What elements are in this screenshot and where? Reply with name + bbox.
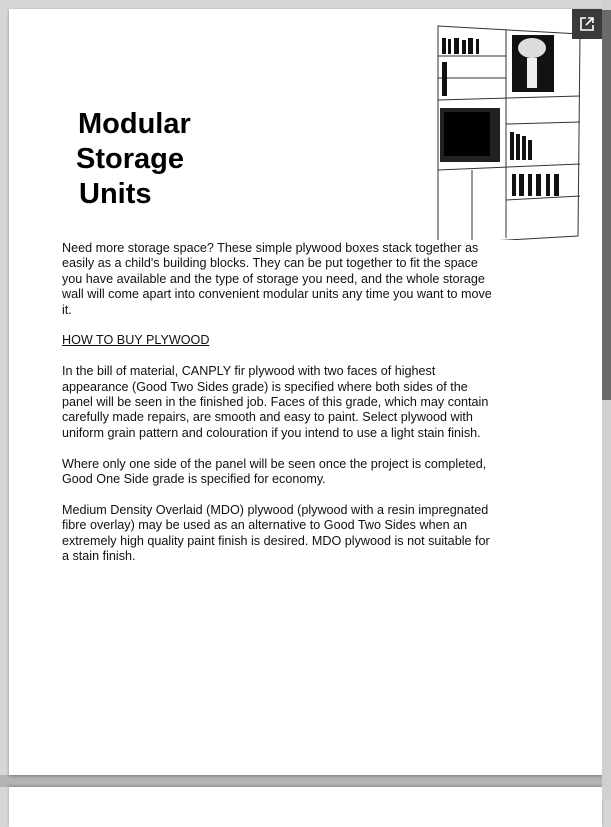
storage-units-illustration [432,20,582,240]
scrollbar-thumb[interactable] [602,10,611,400]
paragraph: Where only one side of the panel will be seen once the project is completed, Good One Side grade is specified for economy. [62,456,487,487]
title-line: Modular [78,108,191,140]
page-title [78,107,191,212]
paragraph: Medium Density Overlaid (MDO) plywood (plywood with a resin impregnated fibre overlay) may be used as an alternative to Good Two Sides when an extremely high quality paint finish is desired. MDO plywood is not suitable for a stain finish. [62,502,490,564]
section-heading: HOW TO BUY PLYWOOD [62,333,210,348]
pdf-page [9,9,602,775]
intro-paragraph: Need more storage space? These simple plywood boxes stack together as easily as a child's building blocks. They can be put together to fit the space you have available and the type of storage you need, and the whole storage wall will come apart into convenient modular units any time you want to move it. [62,241,492,317]
page-separator [0,775,602,787]
open-in-new-button[interactable] [572,9,602,39]
scrollbar[interactable] [602,0,611,800]
open-in-new-icon [579,16,595,32]
paragraph: In the bill of material, CANPLY fir plywood with two faces of highest appearance (Good Two Sides grade) is specified where both sides of the panel will be seen in the finished job. Faces of this grade, which may contain carefully made repairs, are smooth and easy to paint. Select plywood with uniform grain pattern and colouration if you intend to use a light stain finish. [62,364,489,440]
title-line: Storage [76,143,184,175]
document-body [62,241,492,580]
title-line: Units [79,178,152,210]
next-pdf-page [9,787,602,827]
